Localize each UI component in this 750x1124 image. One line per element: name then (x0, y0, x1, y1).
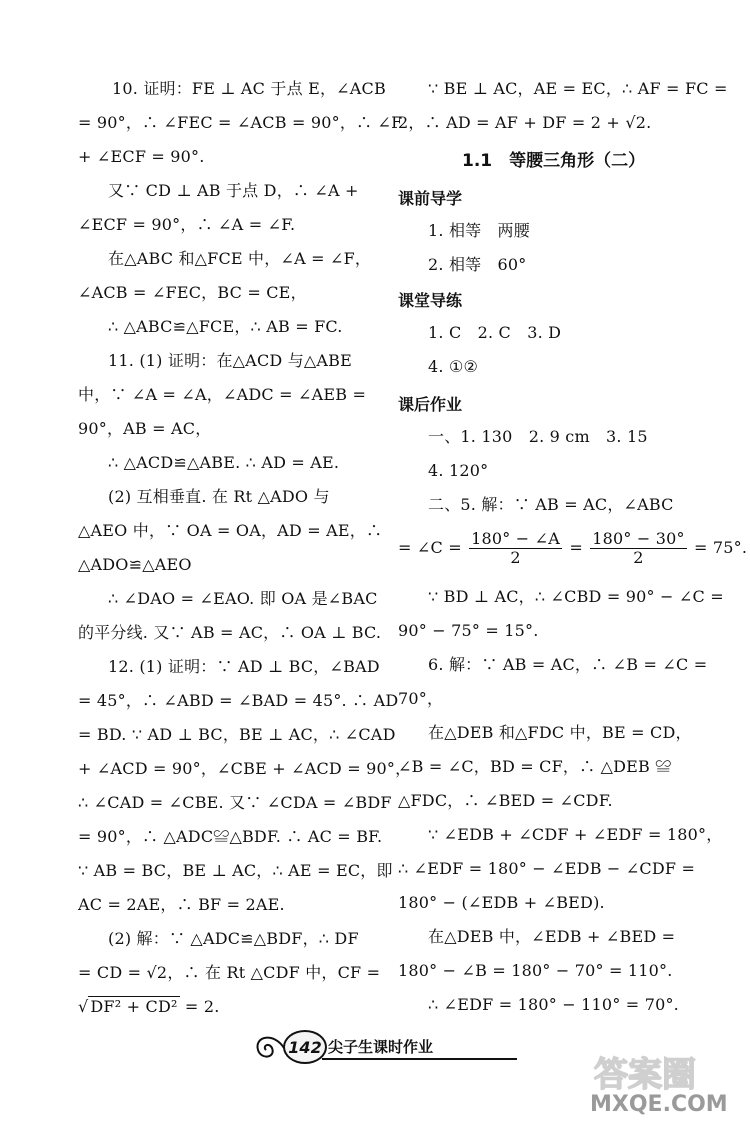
text-line: 4. 120° (428, 461, 489, 480)
text-line: 1. C 2. C 3. D (428, 323, 562, 342)
text-line: = BD. ∵ AD ⊥ BC，BE ⊥ AC，∴ ∠CAD (78, 725, 396, 744)
heading-after-class: 课后作业 (398, 395, 463, 414)
text-line: 180° − ∠B = 180° − 70° = 110°. (398, 961, 673, 980)
text-line: 6. 解：∵ AB = AC，∴ ∠B = ∠C = (428, 655, 708, 674)
text-line: 中，∵ ∠A = ∠A，∠ADC = ∠AEB = (78, 385, 367, 404)
text-line: 2. 相等 60° (428, 255, 527, 274)
book-title: 尖子生课时作业 (328, 1038, 434, 1056)
footer-divider (322, 1058, 517, 1060)
section-title: 1.1 等腰三角形（二） (462, 151, 646, 171)
text-line: 2，∴ AD = AF + DF = 2 + √2. (398, 113, 652, 132)
text-line: 4. ①② (428, 357, 479, 376)
text-line: (2) 互相垂直. 在 Rt △ADO 与 (108, 487, 330, 506)
fraction-numerator: 180° − 30° (592, 529, 685, 548)
text-line: = 90°，∴ △ADC≌△BDF. ∴ AC = BF. (78, 827, 383, 846)
text-line: 二、5. 解：∵ AB = AC，∠ABC (428, 495, 674, 514)
fraction-numerator: 180° − ∠A (471, 529, 561, 548)
formula-equals: = (569, 538, 583, 557)
text-line: ∵ AB = BC，BE ⊥ AC，∴ AE = EC，即 (78, 861, 393, 880)
text-line: △AEO 中，∵ OA = OA，AD = AE，∴ (78, 521, 383, 540)
text-line: 一、1. 130 2. 9 cm 3. 15 (428, 427, 648, 446)
heading-pre-class: 课前导学 (398, 189, 463, 208)
formula-tail: = 75°. (694, 538, 748, 557)
fraction-denominator: 2 (633, 548, 644, 567)
text-line: 90° − 75° = 15°. (398, 621, 539, 640)
text-line: 在△ABC 和△FCE 中，∠A = ∠F， (108, 249, 372, 268)
text-line: ∠ACB = ∠FEC，BC = CE， (78, 283, 307, 302)
text-line: 180° − (∠EDB + ∠BED). (398, 893, 605, 912)
text-line: 在△DEB 和△FDC 中，BE = CD， (428, 723, 692, 742)
text-line: + ∠ACD = 90°，∠CBE + ∠ACD = 90°， (78, 759, 412, 778)
text-line: ∵ ∠EDB + ∠CDF + ∠EDF = 180°， (428, 825, 723, 844)
text-line: = 90°，∴ ∠FEC = ∠ACB = 90°，∴ ∠F (78, 113, 403, 132)
text-line: ∵ BD ⊥ AC，∴ ∠CBD = 90° − ∠C = (428, 587, 724, 606)
text-line: ∴ △ABC≌△FCE，∴ AB = FC. (108, 317, 343, 336)
page-number: 142 (283, 1030, 327, 1064)
text-line: 的平分线. 又∵ AB = AC，∴ OA ⊥ BC. (78, 623, 382, 642)
text-line: ∴ ∠DAO = ∠EAO. 即 OA 是∠BAC (108, 589, 378, 608)
fraction-formula-line (398, 530, 747, 567)
heading-in-class: 课堂导练 (398, 291, 463, 310)
text-line: 70°， (398, 689, 444, 708)
text-line: 11. (1) 证明：在△ACD 与△ABE (108, 351, 352, 370)
formula-lead: = ∠C = (398, 538, 462, 557)
text-line: AC = 2AE，∴ BF = 2AE. (78, 895, 285, 914)
text-line: △ADO≌△AEO (78, 555, 192, 574)
text-line: 又∵ CD ⊥ AB 于点 D，∴ ∠A + (108, 181, 359, 200)
watermark-site-text: MXQE.COM (590, 1092, 728, 1117)
text-line: ∴ ∠EDF = 180° − ∠EDB − ∠CDF = (398, 859, 696, 878)
text-line: = 45°，∴ ∠ABD = ∠BAD = 45°. ∴ AD (78, 691, 399, 710)
text-line: ∠ECF = 90°，∴ ∠A = ∠F. (78, 215, 296, 234)
text-line: 90°，AB = AC， (78, 419, 212, 438)
text-line: 1. 相等 两腰 (428, 221, 530, 240)
sqrt-radicand: DF² + CD² (90, 997, 178, 1016)
text-line: 10. 证明：FE ⊥ AC 于点 E，∠ACB (112, 79, 386, 98)
text-line: 在△DEB 中，∠EDB + ∠BED = (428, 927, 676, 946)
text-line: 12. (1) 证明：∵ AD ⊥ BC，∠BAD (108, 657, 380, 676)
text-line: △FDC，∴ ∠BED = ∠CDF. (398, 791, 613, 810)
sqrt-result: = 2. (184, 997, 220, 1016)
text-line: ∵ BE ⊥ AC，AE = EC，∴ AF = FC = (428, 79, 728, 98)
fraction (590, 530, 686, 567)
text-line: ∴ ∠EDF = 180° − 110° = 70°. (428, 995, 679, 1014)
text-line: ∴ ∠CAD = ∠CBE. 又∵ ∠CDA = ∠BDF (78, 793, 392, 812)
text-line: ∠B = ∠C，BD = CF，∴ △DEB ≌ (398, 757, 672, 776)
watermark-logo (590, 1050, 740, 1096)
svg-text:答案圈: 答案圈 (594, 1055, 696, 1095)
text-line: + ∠ECF = 90°. (78, 147, 205, 166)
fraction-denominator: 2 (510, 548, 521, 567)
sqrt-sign: √ (78, 997, 89, 1016)
text-line: = CD = √2，∴ 在 Rt △CDF 中，CF = (78, 963, 381, 982)
decorative-swirl-icon (248, 1026, 288, 1066)
sqrt-formula-line (78, 996, 219, 1018)
text-line: (2) 解：∵ △ADC≌△BDF，∴ DF (108, 929, 359, 948)
fraction (469, 530, 562, 567)
text-line: ∴ △ACD≌△ABE. ∴ AD = AE. (108, 453, 340, 472)
